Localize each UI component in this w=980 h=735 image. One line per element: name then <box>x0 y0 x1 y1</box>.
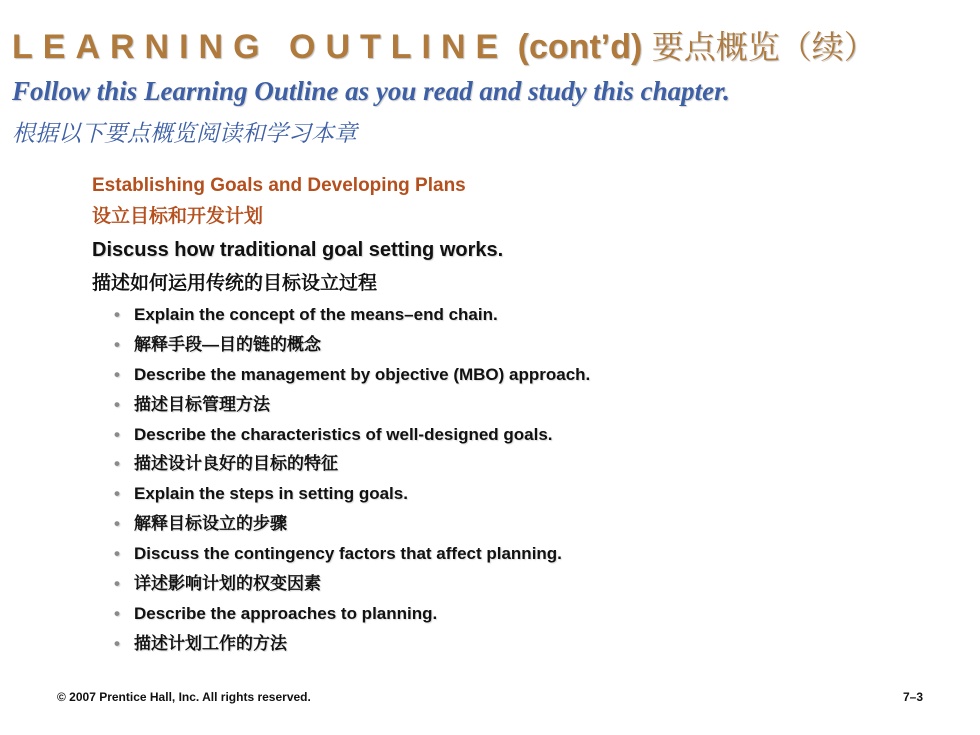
list-item-text: Discuss the contingency factors that affect planning. <box>134 544 562 564</box>
section-objective-chinese: 描述如何运用传统的目标设立过程 <box>92 273 378 294</box>
list-item <box>114 450 952 480</box>
bullet-icon: • <box>114 454 120 474</box>
title-contd: (cont’d) <box>517 28 643 66</box>
list-item-text: 详述影响计划的权变因素 <box>134 574 321 594</box>
section-heading: Establishing Goals and Developing Plans <box>92 175 466 196</box>
list-item-text: 描述计划工作的方法 <box>134 633 287 653</box>
list-item <box>114 510 952 540</box>
footer-page-number: 7–3 <box>902 690 923 704</box>
list-item <box>114 391 952 421</box>
bullet-icon: • <box>114 514 120 534</box>
bullet-icon: • <box>114 544 120 564</box>
bullet-icon: • <box>114 603 120 623</box>
list-item-text: 描述目标管理方法 <box>134 394 270 414</box>
slide-subtitle: Follow this Learning Outline as you read and study this chapter. <box>12 76 730 106</box>
list-item-text: Explain the concept of the means–end chain. <box>134 305 498 324</box>
list-item-text: 解释目标设立的步骤 <box>134 514 287 534</box>
list-item <box>114 630 952 660</box>
bullet-icon: • <box>114 424 120 444</box>
bullet-icon: • <box>114 334 120 354</box>
bullet-icon: • <box>114 574 120 594</box>
list-item-text: Describe the approaches to planning. <box>134 603 438 623</box>
list-item-text: 描述设计良好的目标的特征 <box>134 454 338 474</box>
list-item <box>114 301 952 331</box>
list-item <box>114 331 952 361</box>
list-item <box>114 421 952 451</box>
list-item <box>114 540 952 570</box>
bullet-icon: • <box>114 305 120 324</box>
list-item-text: Explain the steps in setting goals. <box>134 484 408 504</box>
title-chinese: 要点概览（续） <box>651 28 876 66</box>
list-item <box>114 570 952 600</box>
bullet-icon: • <box>114 633 120 653</box>
title-main: LEARNING OUTLINE <box>12 28 509 66</box>
footer-copyright: © 2007 Prentice Hall, Inc. All rights reserved. <box>57 690 311 704</box>
bullet-icon: • <box>114 484 120 504</box>
outline-content <box>92 172 952 660</box>
bullet-icon: • <box>114 364 120 384</box>
list-item <box>114 361 952 391</box>
bullet-icon: • <box>114 394 120 414</box>
section-objective: Discuss how traditional goal setting works. <box>92 239 504 261</box>
list-item-text: Describe the management by objective (MBO) approach. <box>134 364 591 384</box>
list-item <box>114 600 952 630</box>
list-item <box>114 480 952 510</box>
slide-subtitle-chinese: 根据以下要点概览阅读和学习本章 <box>12 120 357 146</box>
slide-title <box>12 22 876 68</box>
list-item-text: 解释手段—目的链的概念 <box>134 334 321 354</box>
bullet-list <box>92 301 952 660</box>
section-heading-chinese: 设立目标和开发计划 <box>92 206 264 227</box>
list-item-text: Describe the characteristics of well-designed goals. <box>134 424 553 444</box>
